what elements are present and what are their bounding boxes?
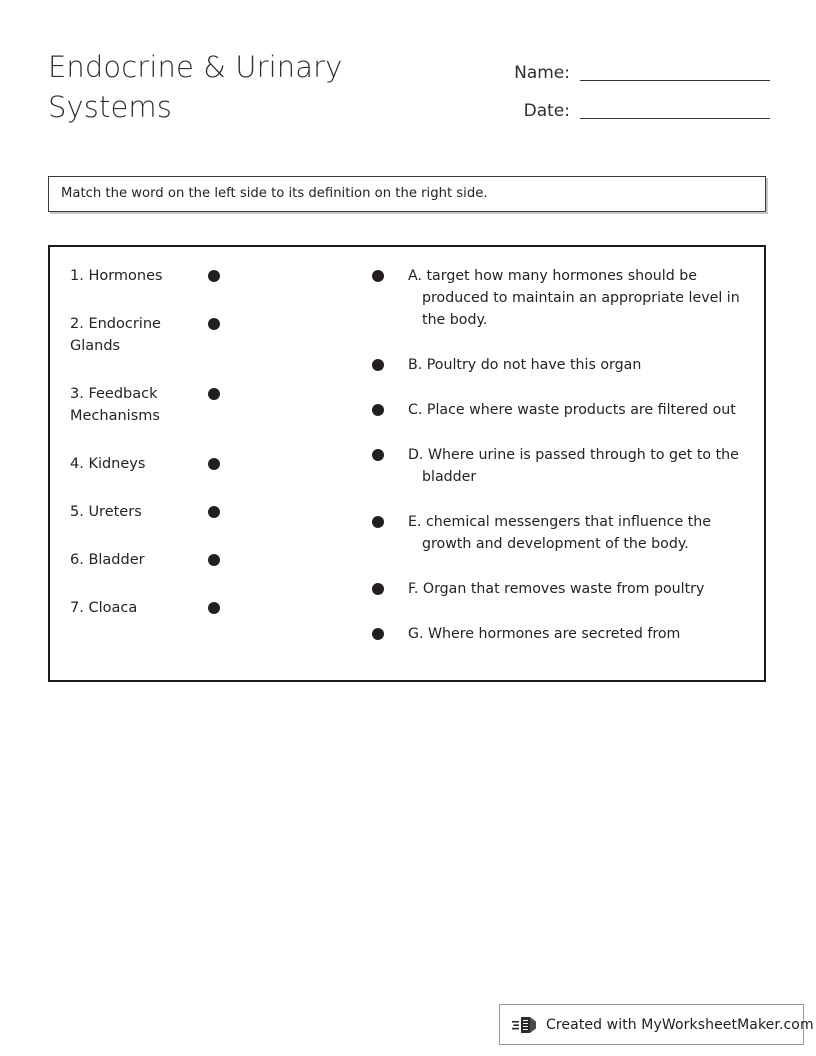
term-label: 1. Hormones: [70, 268, 163, 284]
match-dot-icon[interactable]: [208, 506, 220, 518]
definition-label: D. Where urine is passed through to get to the bladder: [408, 447, 739, 485]
list-item: [68, 313, 278, 357]
match-dot-icon[interactable]: [372, 270, 384, 282]
match-dot-icon[interactable]: [208, 458, 220, 470]
term-label: 4. Kidneys: [70, 456, 146, 472]
list-item: [68, 549, 278, 571]
date-row: [498, 85, 770, 123]
match-dot-icon[interactable]: [208, 388, 220, 400]
term-label: 6. Bladder: [70, 552, 145, 568]
name-label: Name:: [514, 63, 570, 83]
name-input-line[interactable]: [580, 79, 770, 81]
definition-label: G. Where hormones are secreted from: [408, 626, 681, 642]
badge-label: Created with MyWorksheetMaker.com: [546, 1016, 814, 1033]
instruction-text: Match the word on the left side to its definition on the right side.: [61, 186, 488, 201]
terms-column: [68, 265, 278, 645]
definition-label: B. Poultry do not have this organ: [408, 357, 642, 373]
worksheet-maker-logo-icon: [512, 1013, 538, 1037]
instruction-box: [48, 176, 766, 212]
list-item: [68, 501, 278, 523]
list-item: [68, 383, 278, 427]
term-label: 2. Endocrine Glands: [70, 316, 161, 354]
page-title: Endocrine & Urinary Systems: [48, 50, 343, 124]
matching-exercise-box: [48, 245, 766, 682]
list-item: [68, 453, 278, 475]
match-dot-icon[interactable]: [372, 359, 384, 371]
list-item: [372, 265, 752, 331]
match-dot-icon[interactable]: [208, 554, 220, 566]
match-dot-icon[interactable]: [208, 318, 220, 330]
match-dot-icon[interactable]: [372, 583, 384, 595]
match-dot-icon[interactable]: [372, 628, 384, 640]
definition-label: A. target how many hormones should be produced to maintain an appropriate level in the body.: [408, 268, 740, 328]
term-label: 7. Cloaca: [70, 600, 138, 616]
definition-label: F. Organ that removes waste from poultry: [408, 581, 705, 597]
list-item: [68, 597, 278, 619]
match-dot-icon[interactable]: [372, 516, 384, 528]
date-input-line[interactable]: [580, 117, 770, 119]
match-dot-icon[interactable]: [208, 270, 220, 282]
term-label: 5. Ureters: [70, 504, 142, 520]
match-dot-icon[interactable]: [372, 449, 384, 461]
list-item: [372, 578, 752, 600]
list-item: [372, 354, 752, 376]
created-with-badge[interactable]: [499, 1004, 814, 1045]
list-item: [372, 623, 752, 645]
match-dot-icon[interactable]: [372, 404, 384, 416]
worksheet-header: [0, 0, 816, 150]
definition-label: C. Place where waste products are filtered out: [408, 402, 736, 418]
list-item: [372, 399, 752, 421]
date-label: Date:: [523, 101, 570, 121]
name-row: [498, 47, 770, 85]
list-item: [372, 444, 752, 488]
match-dot-icon[interactable]: [208, 602, 220, 614]
definition-label: E. chemical messengers that influence the growth and development of the body.: [408, 514, 711, 552]
list-item: [372, 511, 752, 555]
definitions-column: [372, 265, 752, 668]
list-item: [68, 265, 278, 287]
name-date-block: [498, 47, 770, 123]
term-label: 3. Feedback Mechanisms: [70, 386, 160, 424]
